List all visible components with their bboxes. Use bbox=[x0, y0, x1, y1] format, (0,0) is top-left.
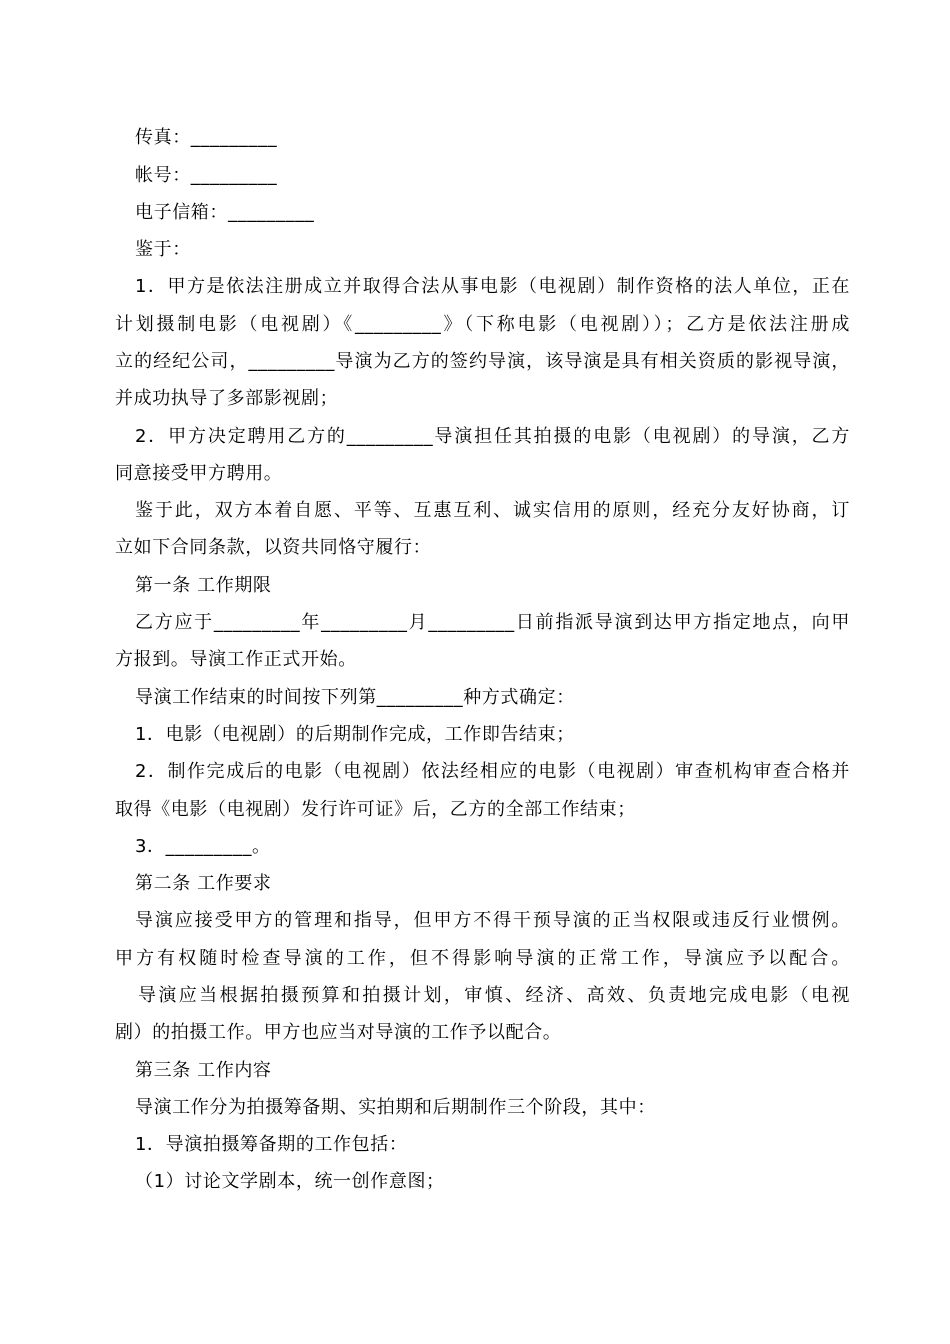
article-1-option-2-line-1: 2．制作完成后的电影（电视剧）依法经相应的电影（电视剧）审查机构审查合格并 bbox=[135, 761, 850, 782]
article-2-para-2-line-2: 剧）的拍摄工作。甲方也应当对导演的工作予以配合。 bbox=[115, 1022, 562, 1043]
article-2-heading: 第二条 工作要求 bbox=[135, 873, 272, 894]
whereas-item-1-line-4: 并成功执导了多部影视剧； bbox=[115, 388, 339, 409]
article-1-para-2: 导演工作结束的时间按下列第_________种方式确定： bbox=[135, 687, 575, 708]
whereas-item-2-line-1: 2．甲方决定聘用乙方的_________导演担任其拍摄的电影（电视剧）的导演，乙方 bbox=[135, 426, 850, 447]
article-2-para-1-line-2: 甲方有权随时检查导演的工作，但不得影响导演的正常工作，导演应予以配合。 bbox=[115, 948, 850, 969]
article-1-option-1: 1．电影（电视剧）的后期制作完成，工作即告结束； bbox=[135, 724, 575, 745]
article-2-para-1-line-1: 导演应接受甲方的管理和指导，但甲方不得干预导演的正当权限或违反行业惯例。 bbox=[135, 910, 850, 931]
fax-line: 传真：_________ bbox=[135, 127, 278, 148]
account-line: 帐号：_________ bbox=[135, 165, 278, 186]
whereas-heading: 鉴于： bbox=[135, 239, 191, 260]
article-1-heading: 第一条 工作期限 bbox=[135, 575, 272, 596]
article-3-subitem-1: （1）讨论文学剧本，统一创作意图； bbox=[135, 1171, 445, 1192]
preamble-line-2: 立如下合同条款，以资共同恪守履行： bbox=[115, 537, 432, 558]
article-1-option-3: 3．_________。 bbox=[135, 836, 271, 857]
whereas-item-1-line-2: 计划摄制电影（电视剧）《_________》（下称电影（电视剧））；乙方是依法注册成 bbox=[115, 314, 850, 335]
article-2-para-2-line-1: 导演应当根据拍摄预算和拍摄计划，审慎、经济、高效、负责地完成电影（电视 bbox=[138, 985, 850, 1006]
article-3-heading: 第三条 工作内容 bbox=[135, 1060, 272, 1081]
article-3-item-1: 1．导演拍摄筹备期的工作包括： bbox=[135, 1134, 408, 1155]
article-1-para-1-line-2: 方报到。导演工作正式开始。 bbox=[115, 649, 357, 670]
whereas-item-1-line-1: 1．甲方是依法注册成立并取得合法从事电影（电视剧）制作资格的法人单位，正在 bbox=[135, 276, 850, 297]
article-1-para-1-line-1: 乙方应于_________年_________月_________日前指派导演到达甲方指定地点，向甲 bbox=[135, 612, 850, 633]
whereas-item-2-line-2: 同意接受甲方聘用。 bbox=[115, 463, 283, 484]
article-1-option-2-line-2: 取得《电影（电视剧）发行许可证》后，乙方的全部工作结束； bbox=[115, 799, 636, 820]
email-line: 电子信箱：_________ bbox=[135, 202, 315, 223]
article-3-para-1: 导演工作分为拍摄筹备期、实拍期和后期制作三个阶段，其中： bbox=[135, 1097, 656, 1118]
whereas-item-1-line-3: 立的经纪公司，_________导演为乙方的签约导演，该导演是具有相关资质的影视导演， bbox=[115, 351, 850, 372]
preamble-line-1: 鉴于此，双方本着自愿、平等、互惠互利、诚实信用的原则，经充分友好协商，订 bbox=[135, 500, 850, 521]
